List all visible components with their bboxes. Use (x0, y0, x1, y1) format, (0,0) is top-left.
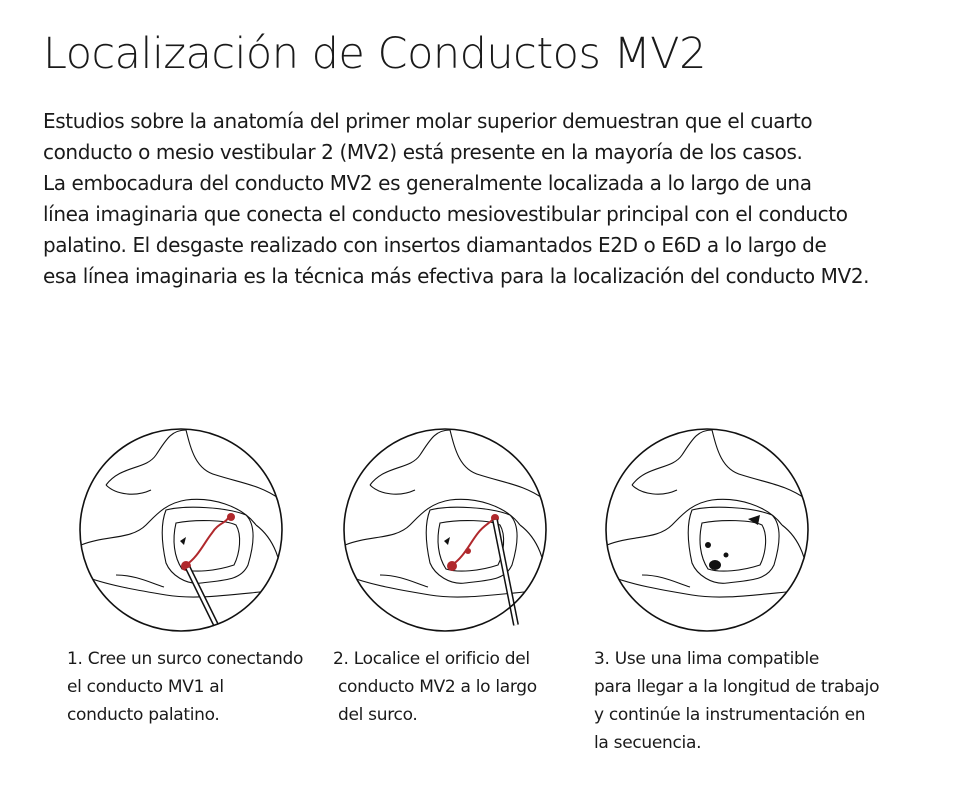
illustration-frame (344, 429, 546, 631)
palatal-canal-dot (709, 560, 721, 570)
caption-line: conducto palatino. (67, 705, 220, 725)
intro-line: conducto o mesio vestibular 2 (MV2) está presente en la mayoría de los casos. (43, 140, 803, 164)
illustration-frame (606, 429, 808, 631)
caption-line: del surco. (338, 705, 418, 725)
intro-line: Estudios sobre la anatomía del primer molar superior demuestran que el cuarto (43, 109, 813, 133)
step-2-caption (333, 645, 537, 729)
caption-line: la secuencia. (594, 733, 702, 753)
instrument-tip (495, 520, 516, 625)
step-2-illustration (340, 425, 550, 635)
intro-line: línea imaginaria que conecta el conducto mesiovestibular principal con el conducto (43, 202, 848, 226)
distal-canal-mark (444, 537, 450, 545)
step-1-illustration (76, 425, 286, 635)
distal-canal-mark (180, 537, 186, 545)
step-3-caption (594, 645, 879, 757)
intro-line: La embocadura del conducto MV2 es generalmente localizada a lo largo de una (43, 171, 812, 195)
caption-line: el conducto MV1 al (67, 677, 224, 697)
step-1-caption (67, 645, 303, 729)
caption-line: y continúe la instrumentación en (594, 705, 866, 725)
caption-line: conducto MV2 a lo largo (338, 677, 537, 697)
illustration-frame (80, 429, 282, 631)
palatal-canal-dot (447, 561, 457, 571)
mv2-canal-dot (724, 553, 729, 558)
mv1-canal-dot (227, 513, 235, 521)
distal-canal-dot (705, 542, 711, 548)
mv1-canal-mark (748, 515, 760, 525)
caption-line: 1. Cree un surco conectando (67, 649, 304, 669)
page-title: Localización de Conductos MV2 (43, 29, 706, 79)
intro-line: esa línea imaginaria es la técnica más efectiva para la localización del conducto MV2. (43, 264, 870, 288)
intro-paragraph (43, 106, 943, 292)
intro-line: palatino. El desgaste realizado con insertos diamantados E2D o E6D a lo largo de (43, 233, 827, 257)
caption-line: para llegar a la longitud de trabajo (594, 677, 880, 697)
mv1-canal-dot (465, 548, 471, 554)
groove-line (186, 518, 228, 565)
step-3-illustration (602, 425, 812, 635)
groove-line (452, 520, 492, 565)
caption-line: 3. Use una lima compatible (594, 649, 820, 669)
caption-line: 2. Localice el orificio del (333, 649, 530, 669)
